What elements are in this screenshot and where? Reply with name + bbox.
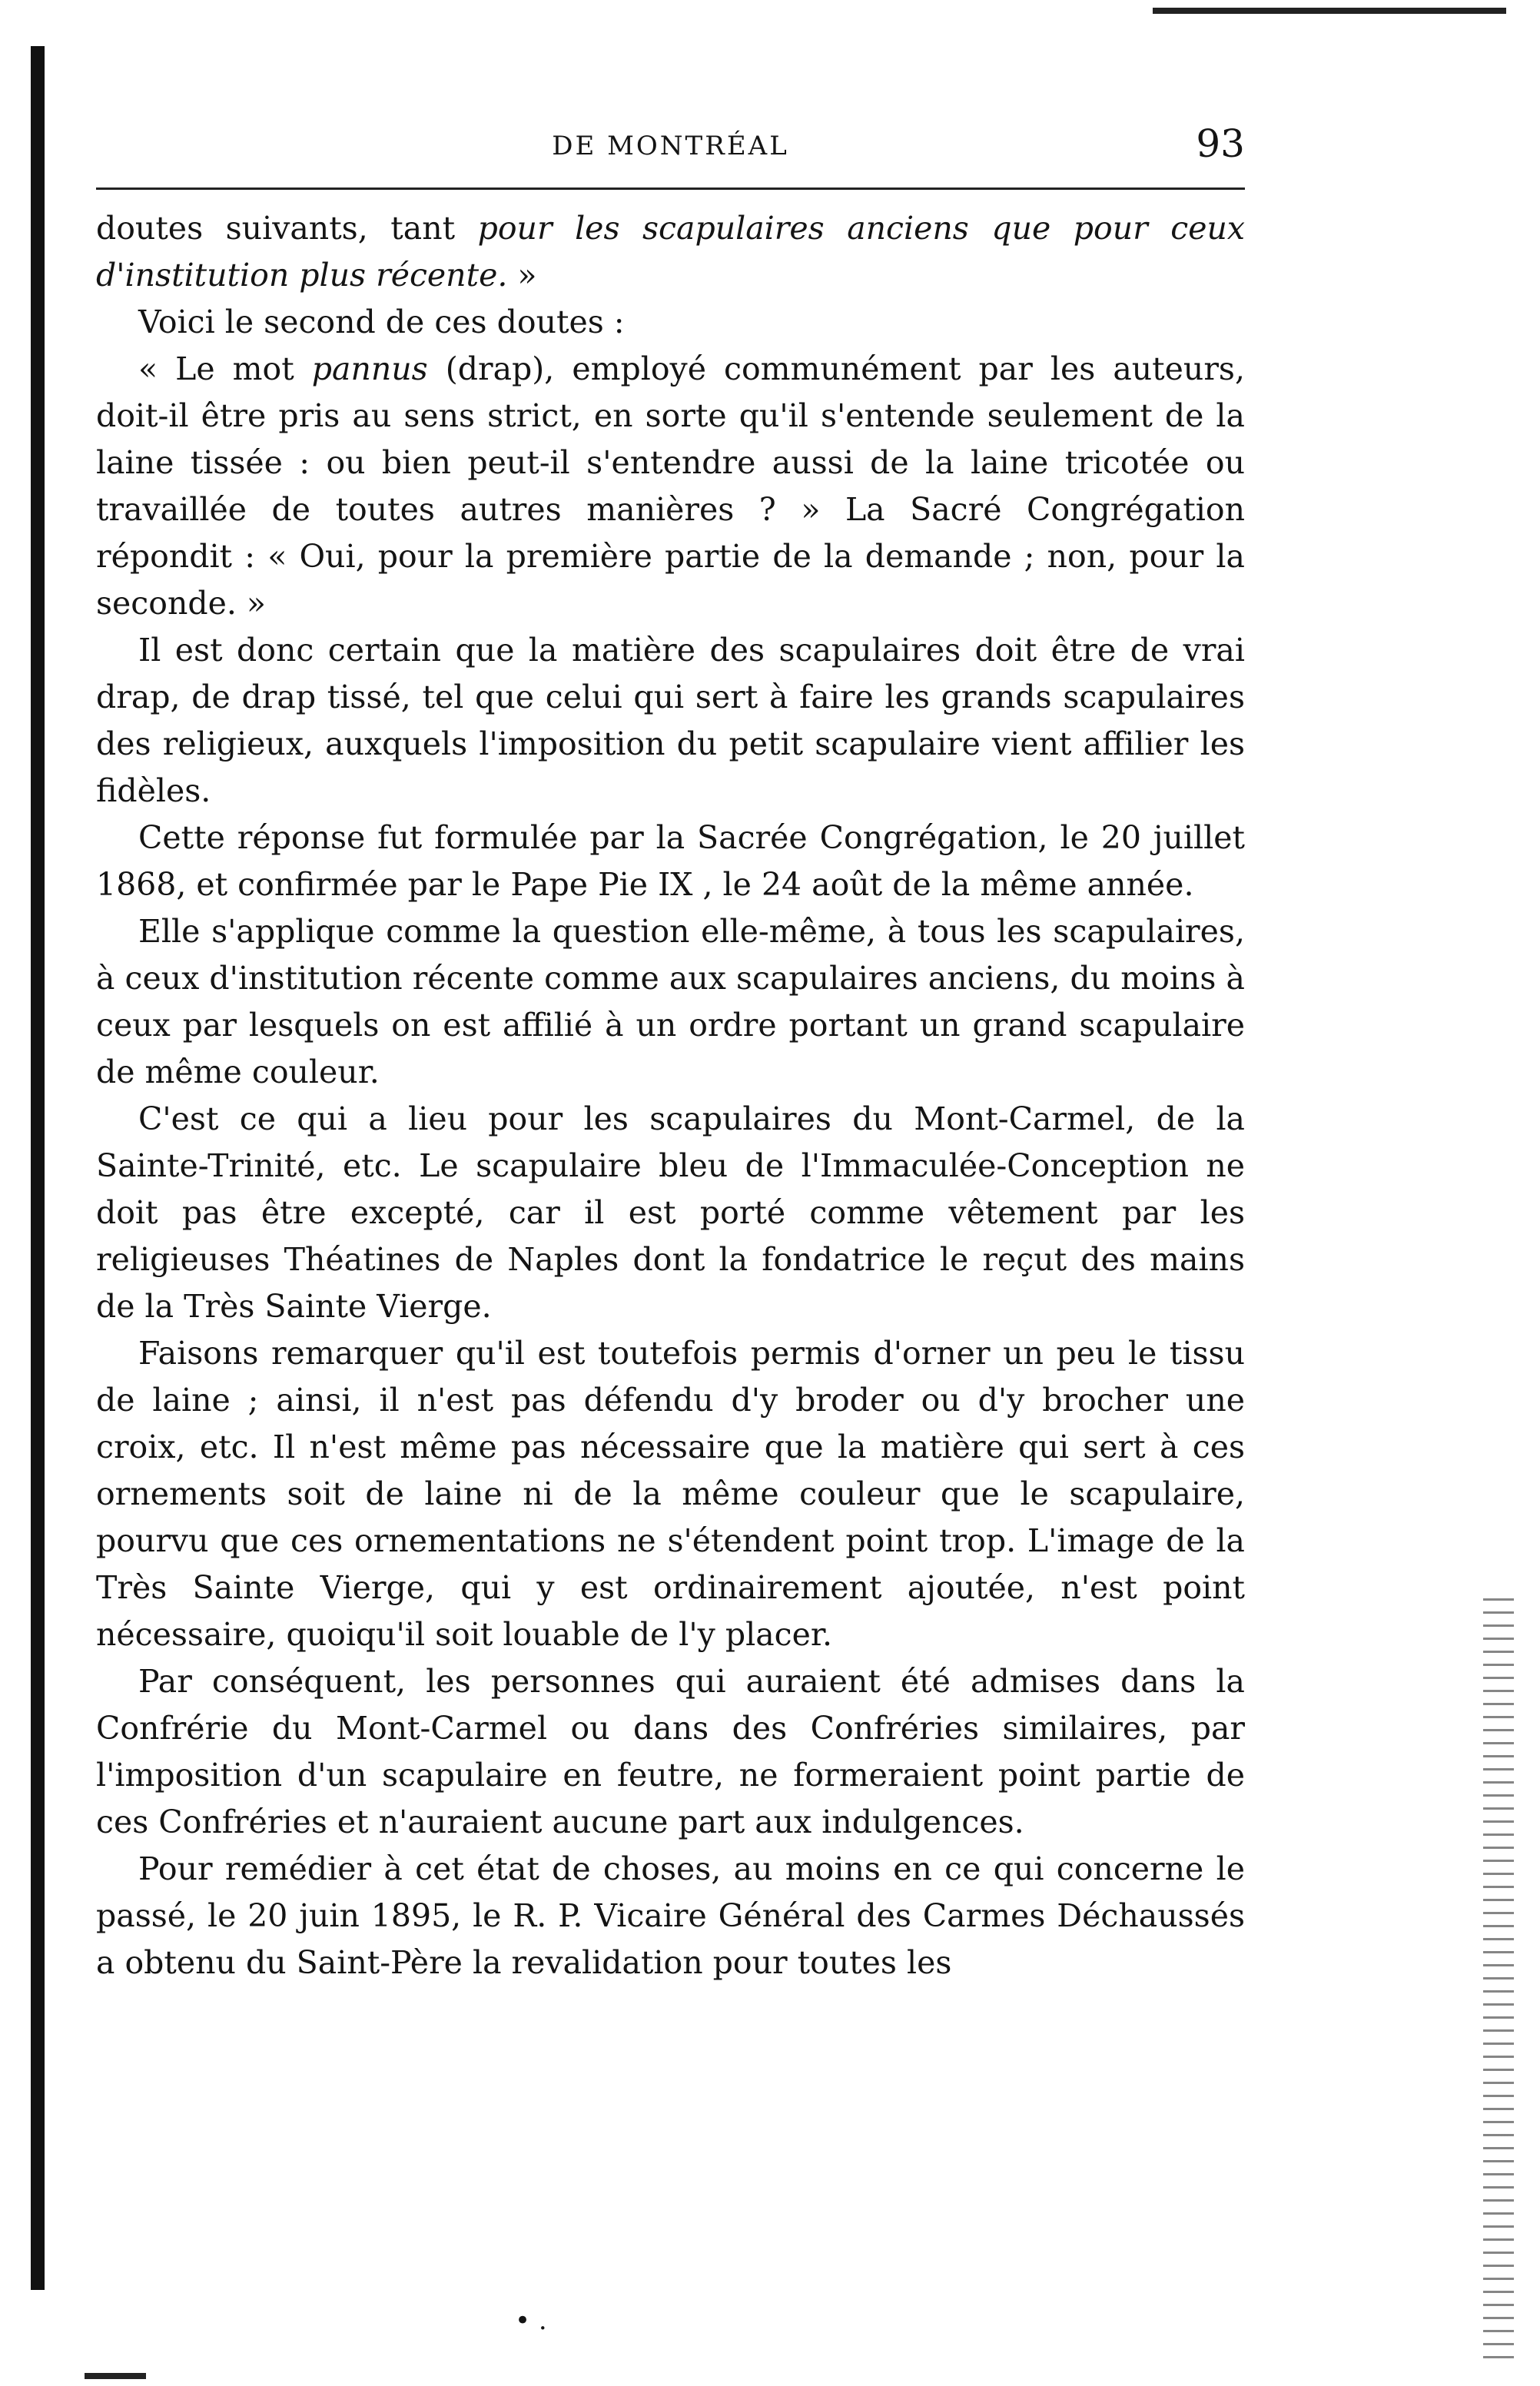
text-run: » <box>507 257 537 294</box>
text-run: Faisons remarquer qu'il est toutefois permis d'orner un peu le tissu de laine ; ainsi, il n'est pas défendu d'y broder ou d'y brocher une croix, etc. Il n'est même pas nécessaire que la matière qui sert à ces ornements soit de laine ni de la même couleur que le scapulaire, pourvu que ces ornementations ne s'étendent point trop. L'image de la Très Sainte Vierge, qui y est ordinairement ajoutée, n'est point nécessaire, quoiqu'il soit louable de l'y placer. <box>96 1335 1245 1653</box>
paragraph <box>96 1846 1245 1986</box>
text-run: Cette réponse fut formulée par la Sacrée Congrégation, le 20 juillet 1868, et confirmée par le Pape Pie IX , le 24 août de la même année. <box>96 819 1245 903</box>
text-run: (drap), employé communément par les auteurs, doit-il être pris au sens strict, en sorte qu'il s'entende seulement de la laine tissée : ou bien peut-il s'entendre aussi de la laine tricotée ou travaillée de toutes autres manières ? » La Sacré Congrégation répondit : « Oui, pour la première partie de la demande ; non, pour la seconde. » <box>96 350 1245 622</box>
book-page <box>96 115 1245 1986</box>
text-run: Par conséquent, les personnes qui auraient été admises dans la Confrérie du Mont-Carmel ou dans des Confréries similaires, par l'imposition d'un scapulaire en feutre, ne formeraient point partie de ces Confréries et n'auraient aucune part aux indulgences. <box>96 1663 1245 1840</box>
text-run: Elle s'applique comme la question elle-même, à tous les scapulaires, à ceux d'institution récente comme aux scapulaires anciens, du moins à ceux par lesquels on est affilié à un ordre portant un grand scapulaire de même couleur. <box>96 913 1245 1090</box>
paragraph <box>96 299 1245 346</box>
header-rule <box>96 187 1245 190</box>
scan-edge-line-bottom <box>85 2373 146 2379</box>
paragraph <box>96 1330 1245 1658</box>
italic-run: pour les scapulaires anciens que pour ceux d'institution plus récente. <box>96 210 1245 294</box>
running-title: DE MONTRÉAL <box>552 131 789 161</box>
text-run: C'est ce qui a lieu pour les scapulaires du Mont-Carmel, de la Sainte-Trinité, etc. Le scapulaire bleu de l'Immaculée-Conception ne doit pas être excepté, car il est porté comme vêtement par les religieuses Théatines de Naples dont la fondatrice le reçut des mains de la Très Sainte Vierge. <box>96 1100 1245 1325</box>
scan-edge-line-top <box>1153 8 1506 14</box>
text-run: Il est donc certain que la matière des scapulaires doit être de vrai drap, de drap tissé, tel que celui qui sert à faire les grands scapulaires des religieux, auxquels l'imposition du petit scapulaire vient affilier les fidèles. <box>96 632 1245 809</box>
text-run: doutes suivants, tant <box>96 210 478 247</box>
scan-edge-noise <box>1483 1598 1514 2367</box>
paragraph <box>96 346 1245 627</box>
footer-mark: • . <box>515 2305 547 2336</box>
running-header <box>96 115 1245 184</box>
text-run: Pour remédier à cet état de choses, au moins en ce qui concerne le passé, le 20 juin 1895, le R. P. Vicaire Général des Carmes Déchaussés a obtenu du Saint-Père la revalidation pour toutes les <box>96 1850 1245 1981</box>
text-run: « Le mot <box>138 350 312 387</box>
text-run: Voici le second de ces doutes : <box>138 304 625 340</box>
scan-binding-shadow <box>31 46 45 2290</box>
paragraph <box>96 627 1245 815</box>
paragraph <box>96 1096 1245 1330</box>
italic-run: pannus <box>311 350 428 387</box>
paragraph <box>96 815 1245 908</box>
paragraph <box>96 205 1245 299</box>
body-text <box>96 205 1245 1986</box>
paragraph <box>96 1658 1245 1846</box>
paragraph <box>96 908 1245 1096</box>
page-number: 93 <box>1196 121 1245 166</box>
